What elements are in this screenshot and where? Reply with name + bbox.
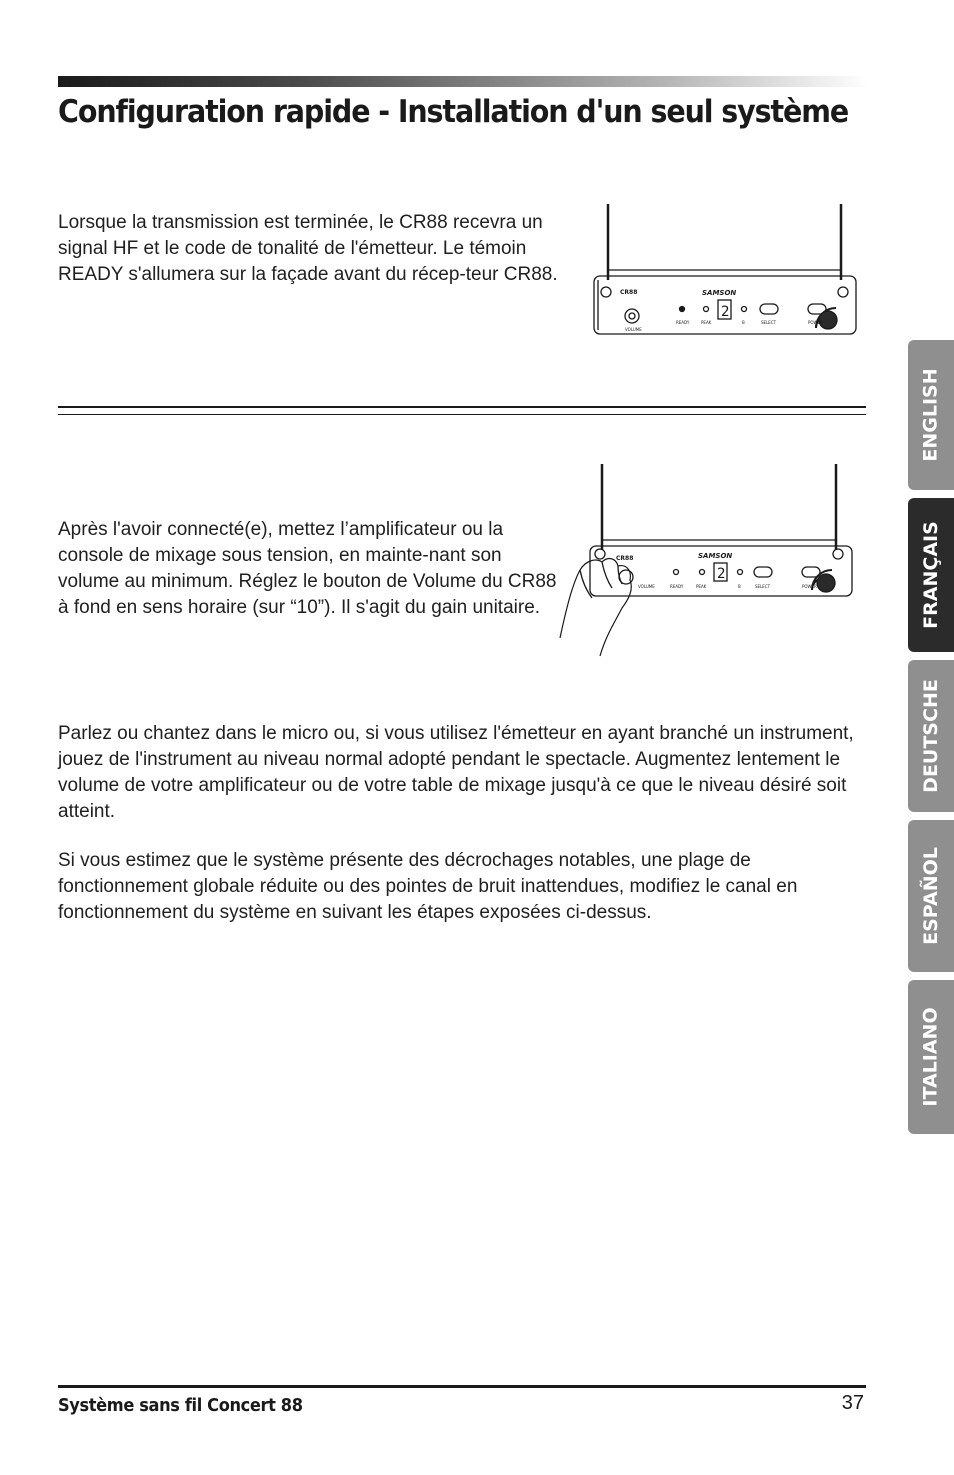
receiver-volume-hand-figure xyxy=(556,460,856,660)
tab-espanol[interactable] xyxy=(908,820,954,972)
fig2-peak-label: PEAK xyxy=(696,584,707,589)
fig2-b-label: B xyxy=(738,584,741,589)
tab-italiano-label: ITALIANO xyxy=(920,1007,943,1107)
fig2-volume-label: VOLUME xyxy=(638,584,655,589)
fig1-model-label: CR88 xyxy=(620,289,638,296)
paragraph-troubleshoot: Si vous estimez que le système présente des décrochages notables, une plage de fonctionnement globale réduite ou des pointes de bruit inattendues, modifiez le canal en fonctionnement du système en suivant les étapes exposées ci-dessus. xyxy=(58,850,798,923)
footer-rule xyxy=(58,1385,866,1388)
tab-deutsche-label: DEUTSCHE xyxy=(920,679,942,793)
paragraph-adjust-level: Parlez ou chantez dans le micro ou, si vous utilisez l'émetteur en ayant branché un instrument, jouez de l'instrument au niveau normal adopté pendant le spectacle. Augmentez lentement le volume de votre amplificateur ou de votre table de mixage jusqu'à ce que le niveau désiré soit atteint. xyxy=(58,723,854,822)
fig2-brand-label: SAMSON xyxy=(698,552,733,560)
receiver-front-panel-figure xyxy=(590,200,860,340)
fig2-power-label: POWER xyxy=(802,584,817,589)
fig1-ready-label: READY xyxy=(676,320,690,325)
paragraph-set-volume: Après l'avoir connecté(e), mettez l’amplificateur ou la console de mixage sous tension, en mainte-nant son volume au minimum. Réglez le bouton de Volume du CR88 à fond en sens horaire (sur “10”). Il s'agit du gain unitaire. xyxy=(58,519,557,618)
tab-francais-label: FRANÇAIS xyxy=(920,521,942,629)
section-divider xyxy=(58,406,866,415)
fig1-channel-display: 2 xyxy=(721,304,730,320)
tab-italiano[interactable] xyxy=(908,980,954,1134)
paragraph-ready-light: Lorsque la transmission est terminée, le CR88 recevra un signal HF et le code de tonalité de l'émetteur. Le témoin READY s'allumera sur la façade avant du récep-teur CR88. xyxy=(58,212,558,285)
fig2-model-label: CR88 xyxy=(616,555,634,562)
fig1-power-label: POWER xyxy=(808,320,823,325)
fig2-ready-label: READY xyxy=(670,584,684,589)
fig1-b-label: B xyxy=(742,320,745,325)
fig1-peak-label: PEAK xyxy=(701,320,712,325)
fig1-volume-label: VOLUME xyxy=(625,327,642,332)
footer-title: Système sans fil Concert 88 xyxy=(58,1395,303,1416)
fig1-brand-label: SAMSON xyxy=(702,289,737,297)
header-gradient-rule xyxy=(58,76,868,87)
fig2-select-label: SELECT xyxy=(755,584,771,589)
fig2-channel-display: 2 xyxy=(717,566,726,582)
tab-deutsche[interactable] xyxy=(908,660,954,812)
page-number: 37 xyxy=(841,1392,864,1414)
tab-english-label: ENGLISH xyxy=(920,368,942,462)
tab-francais[interactable] xyxy=(908,498,954,652)
tab-espanol-label: ESPAÑOL xyxy=(920,847,942,945)
tab-english[interactable] xyxy=(908,340,954,490)
page-title: Configuration rapide - Installation d'un seul système xyxy=(58,94,849,130)
fig1-select-label: SELECT xyxy=(761,320,777,325)
